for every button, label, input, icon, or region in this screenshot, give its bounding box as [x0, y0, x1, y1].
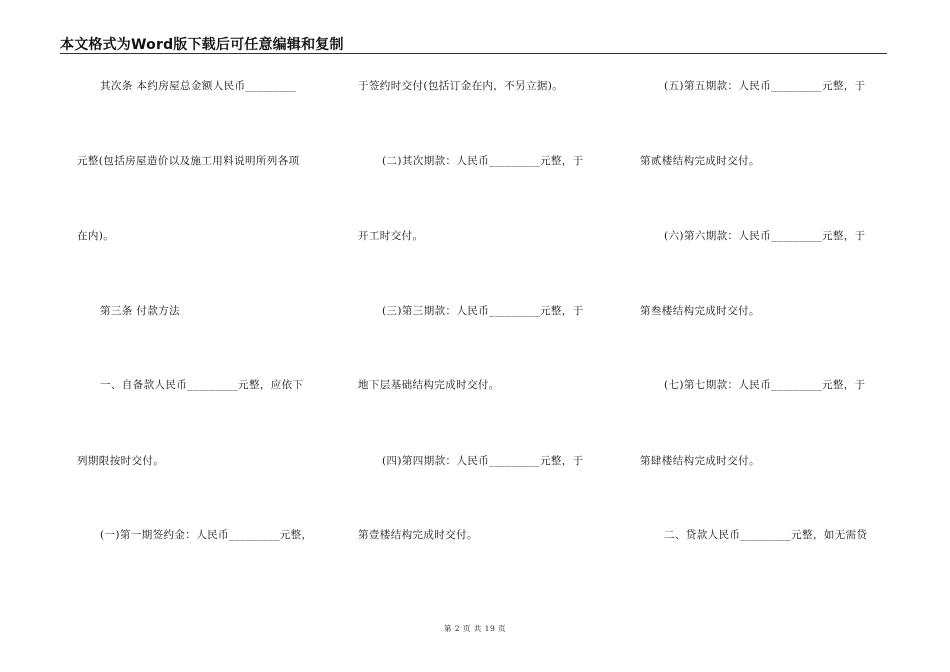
paragraph-line: 第壹楼结构完成时交付。 [358, 529, 478, 541]
paragraph-line: 二、贷款人民币_________元整，如无需贷 [664, 529, 868, 541]
paragraph-line: 于签约时交付(包括订金在内，不另立据)。 [358, 80, 564, 92]
paragraph-line: 其次条 本约房屋总金额人民币_________ [100, 80, 297, 92]
paragraph-line: (七)第七期款：人民币_________元整，于 [664, 379, 866, 391]
section-heading: 第三条 付款方法 [100, 305, 181, 317]
paragraph-line: (五)第五期款：人民币_________元整，于 [664, 80, 866, 92]
paragraph-line: 第贰楼结构完成时交付。 [640, 155, 760, 167]
header-divider [60, 53, 887, 54]
paragraph-line: 元整(包括房屋造价以及施工用料说明所列各项 [77, 155, 300, 167]
paragraph-line: 在内)。 [77, 230, 115, 242]
paragraph-line: 第叁楼结构完成时交付。 [640, 305, 760, 317]
page-number: 第 2 页 共 19 页 [443, 624, 507, 633]
paragraph-line: 列期限按时交付。 [77, 455, 165, 467]
paragraph-line: 一、自备款人民币_________元整，应依下 [100, 379, 304, 391]
document-header-title: 本文格式为Word版下载后可任意编辑和复制 [60, 37, 344, 53]
paragraph-line: 地下层基础结构完成时交付。 [358, 379, 500, 391]
paragraph-line: 第肆楼结构完成时交付。 [640, 455, 760, 467]
paragraph-line: (四)第四期款：人民币_________元整，于 [382, 455, 584, 467]
paragraph-line: (二)其次期款：人民币_________元整，于 [382, 155, 584, 167]
paragraph-line: (一)第一期签约金：人民币_________元整， [100, 529, 313, 541]
paragraph-line: 开工时交付。 [358, 230, 424, 242]
paragraph-line: (三)第三期款：人民币_________元整，于 [382, 305, 584, 317]
paragraph-line: (六)第六期款：人民币_________元整，于 [664, 230, 866, 242]
